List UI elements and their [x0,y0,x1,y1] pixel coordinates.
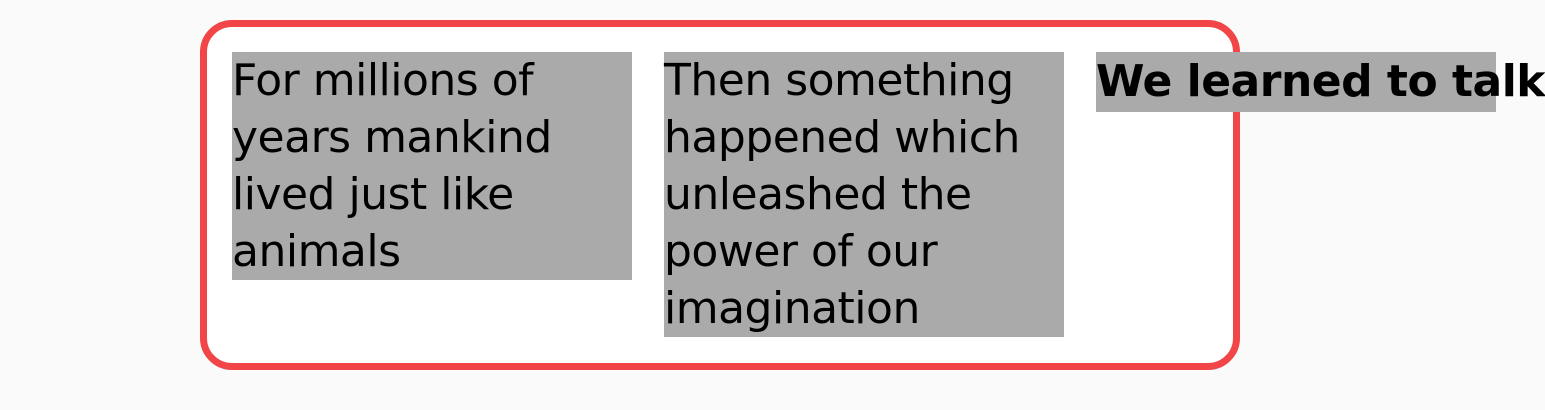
carousel-card: Then something happened which unleashed the power of our imagination [664,52,1064,337]
carousel-track [232,52,1545,337]
carousel-card: For millions of years mankind lived just like animals [232,52,632,280]
carousel-card: We learned to talk [1096,52,1496,112]
carousel-frame[interactable] [200,20,1545,370]
